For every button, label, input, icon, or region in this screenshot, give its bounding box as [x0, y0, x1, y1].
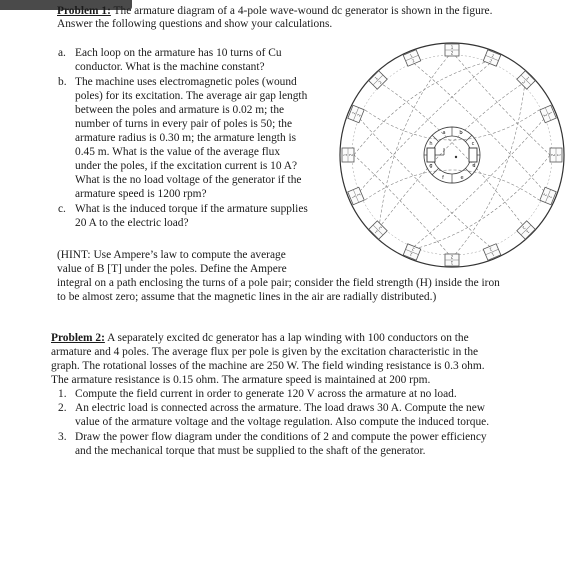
item-c-line: 20 A to the electric load?	[75, 217, 189, 229]
problem2-heading: Problem 2:	[51, 332, 105, 344]
item-a-line: Each loop on the armature has 10 turns of Cu	[75, 47, 282, 59]
item-2-line: value of the armature voltage and the voltage regulation. Also compute the induced torque.	[75, 416, 490, 428]
item-marker: 1.	[58, 388, 67, 400]
item-3-line: Draw the power flow diagram under the conditions of 2 and compute the power efficiency	[75, 431, 487, 443]
item-2-line: An electric load is connected across the armature. The load draws 30 A. Compute the new	[75, 402, 486, 414]
item-marker: b.	[58, 76, 67, 88]
item-a-line: conductor. What is the machine constant?	[75, 61, 265, 73]
commutator-segment-label: h	[429, 141, 433, 147]
item-3-line: and the mechanical torque that must be supplied to the shaft of the generator.	[75, 445, 426, 457]
item-b-line: 0.45 m. What is the value of the average flux	[75, 146, 281, 158]
problem1-intro-line2: Answer the following questions and show your calculations.	[57, 18, 333, 30]
item-b-line: What is the no load voltage of the generator if the	[75, 174, 302, 186]
item-b-line: poles) for its excitation. The average air gap length	[75, 90, 308, 102]
item-b-line: The machine uses electromagnetic poles (wound	[75, 76, 297, 88]
item-marker: 3.	[58, 431, 67, 443]
problem2-line: The armature resistance is 0.15 ohm. The armature speed is maintained at 200 rpm.	[51, 374, 431, 386]
item-b-line: between the poles and armature is 0.02 m; the	[75, 104, 285, 116]
commutator	[424, 127, 480, 183]
item-marker: 2.	[58, 402, 67, 414]
armature-winding-diagram: 1 2 a b c d e f g h	[332, 40, 572, 270]
item-b-line: armature speed is 1200 rpm?	[75, 188, 207, 200]
item-b-line: under the poles, if the excitation current is 10 A?	[75, 160, 298, 172]
item-b-line: number of turns in every pair of poles is 50; the	[75, 118, 293, 130]
problem2-line: armature and 4 poles. The average flux per pole is given by the excitation characteristic in the	[51, 346, 479, 358]
item-marker: a.	[58, 47, 66, 59]
commutator-segment-label: g	[429, 163, 433, 169]
commutator-segment-label: b	[459, 130, 463, 136]
commutator-segment-label: e	[460, 175, 464, 181]
item-marker: c.	[58, 203, 66, 215]
brush	[427, 148, 435, 162]
hint-line: (HINT: Use Ampere’s law to compute the average	[57, 249, 286, 261]
commutator-segment-label: d	[472, 163, 476, 169]
item-b-line: armature radius is 0.30 m; the armature length is	[75, 132, 297, 144]
hint-line: value of B [T] under the poles. Define the Ampere	[57, 263, 287, 275]
armature-slots	[342, 44, 562, 266]
commutator-segment-label: f	[442, 175, 444, 181]
problem1-heading: Problem 1:	[57, 5, 111, 17]
problem1-intro-line1: Problem 1: The armature diagram of a 4-pole wave-wound dc generator is shown in the figure.	[57, 5, 493, 17]
hint-line: to be almost zero; assume that the magnetic lines in the air are radially distributed.)	[57, 291, 437, 303]
hint-line: integral on a path enclosing the turns of a pole pair; consider the field strength (H) inside the iron	[57, 277, 500, 289]
item-c-line: What is the induced torque if the armature supplies	[75, 203, 308, 215]
problem2-line: Problem 2: A separately excited dc generator has a lap winding with 100 conductors on the	[51, 332, 469, 344]
item-1-line: Compute the field current in order to generate 120 V across the armature at no load.	[75, 388, 457, 400]
commutator-segment-label: c	[471, 141, 475, 147]
brush	[469, 148, 477, 162]
problem2-line: graph. The rotational losses of the machine are 250 W. The field winding resistance is 0.3 ohm.	[51, 360, 485, 372]
commutator-segment-label: a	[442, 130, 446, 136]
